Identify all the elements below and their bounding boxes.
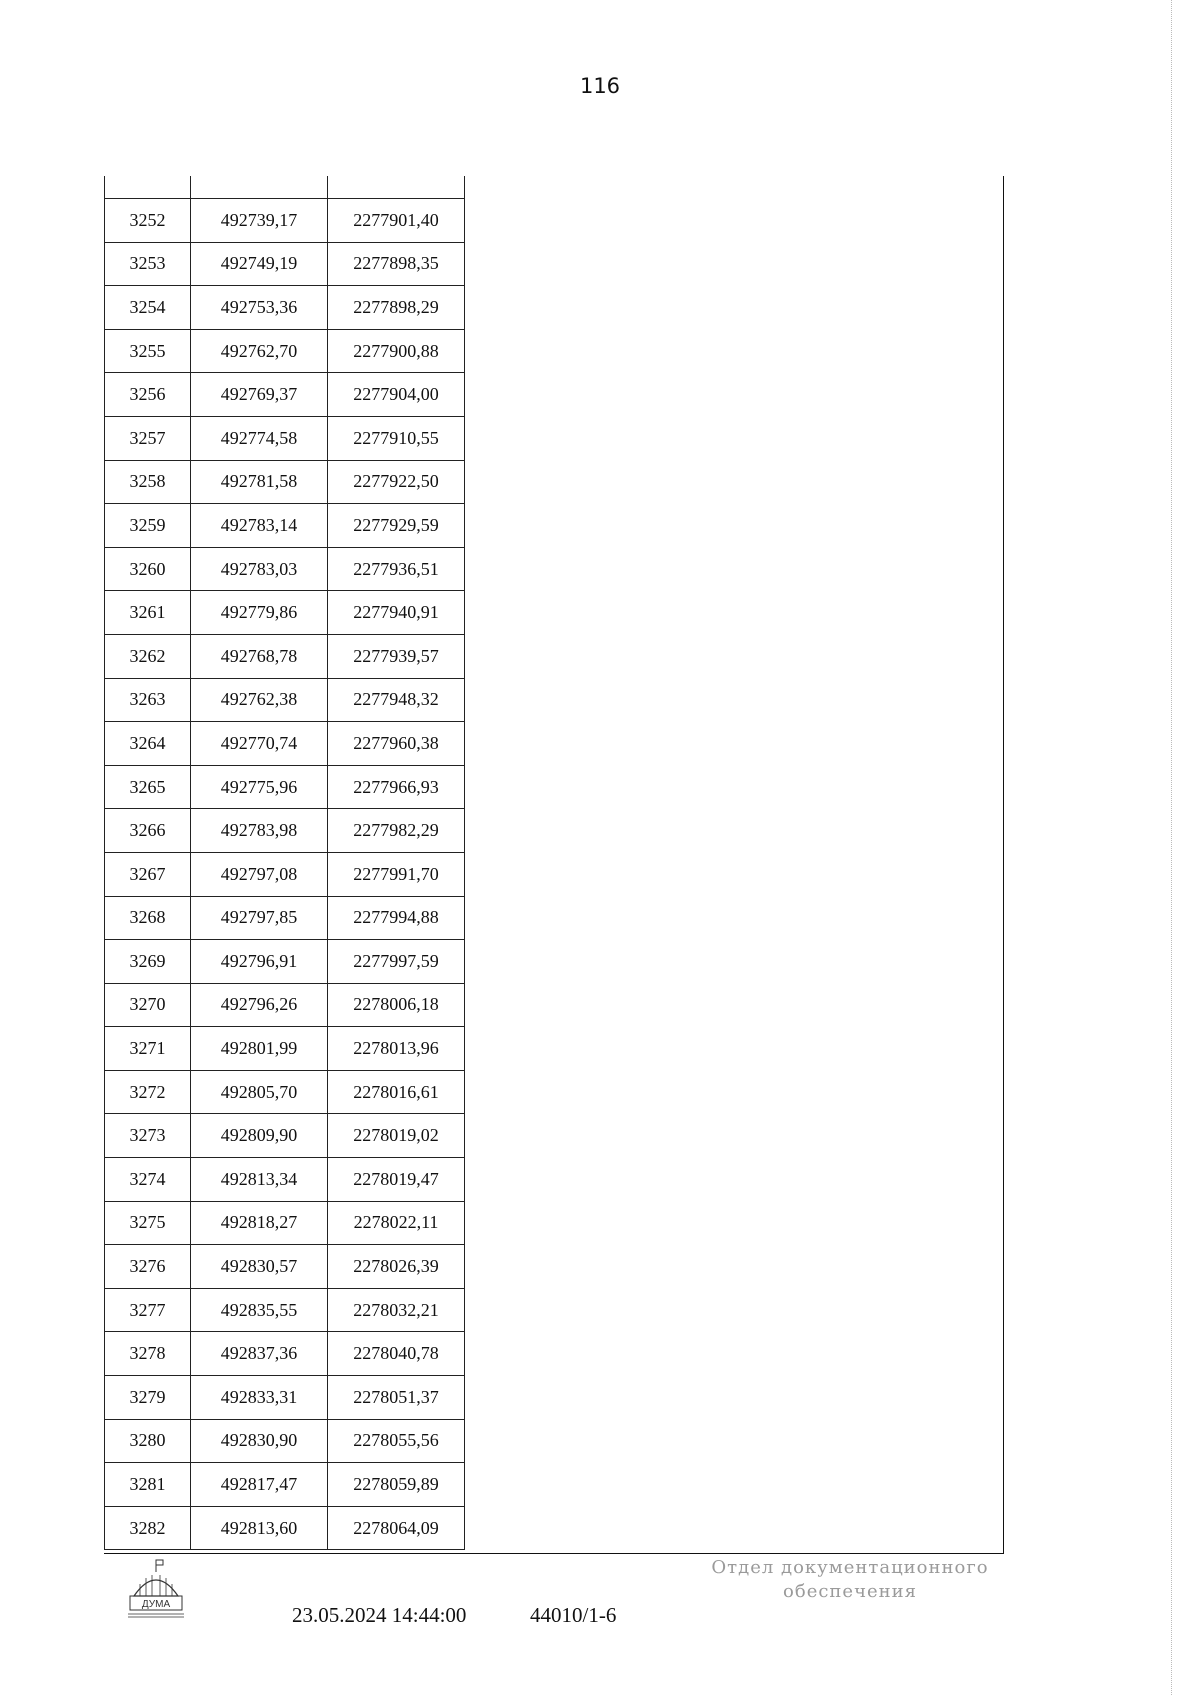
table-row [105, 1245, 465, 1289]
cell-y-coordinate: 2277966,93 [328, 765, 465, 809]
cell-point-number: 3272 [105, 1070, 191, 1114]
cell-point-number: 3277 [105, 1288, 191, 1332]
cell-point-number: 3253 [105, 242, 191, 286]
table-row [105, 1463, 465, 1507]
cell-y-coordinate: 2277929,59 [328, 504, 465, 548]
cell-x-coordinate: 492830,57 [191, 1245, 328, 1289]
cell-point-number: 3265 [105, 765, 191, 809]
cell-x-coordinate: 492833,31 [191, 1376, 328, 1420]
table-row [105, 1288, 465, 1332]
cell-point-number: 3259 [105, 504, 191, 548]
cell-point-number: 3256 [105, 373, 191, 417]
cell-y-coordinate: 2277960,38 [328, 722, 465, 766]
cell-x-coordinate: 492774,58 [191, 416, 328, 460]
cell-y-coordinate: 2278019,02 [328, 1114, 465, 1158]
footer-document-code: 44010/1-6 [530, 1603, 617, 1627]
cell-y-coordinate: 2278064,09 [328, 1506, 465, 1550]
cell-point-number: 3266 [105, 809, 191, 853]
cell-point-number: 3257 [105, 416, 191, 460]
svg-text:ДУМА: ДУМА [141, 1599, 171, 1610]
table-row [105, 1506, 465, 1550]
scan-edge-marks [1171, 0, 1196, 1695]
cell-y-coordinate: 2278019,47 [328, 1158, 465, 1202]
cell-point-number: 3280 [105, 1419, 191, 1463]
cell-y-coordinate: 2277982,29 [328, 809, 465, 853]
header-cell-y [328, 176, 465, 199]
coordinates-table [104, 176, 465, 1550]
table-row [105, 852, 465, 896]
cell-y-coordinate: 2278051,37 [328, 1376, 465, 1420]
table-row [105, 416, 465, 460]
cell-y-coordinate: 2277910,55 [328, 416, 465, 460]
table-row [105, 983, 465, 1027]
cell-point-number: 3276 [105, 1245, 191, 1289]
cell-point-number: 3267 [105, 852, 191, 896]
coordinates-table-area [104, 176, 1004, 1556]
cell-x-coordinate: 492801,99 [191, 1027, 328, 1071]
table-row [105, 1070, 465, 1114]
table-row [105, 809, 465, 853]
cell-point-number: 3278 [105, 1332, 191, 1376]
cell-x-coordinate: 492768,78 [191, 634, 328, 678]
cell-y-coordinate: 2278040,78 [328, 1332, 465, 1376]
table-row [105, 460, 465, 504]
cell-y-coordinate: 2277994,88 [328, 896, 465, 940]
cell-x-coordinate: 492762,38 [191, 678, 328, 722]
cell-y-coordinate: 2278059,89 [328, 1463, 465, 1507]
table-row [105, 1376, 465, 1420]
cell-x-coordinate: 492805,70 [191, 1070, 328, 1114]
table-row [105, 1201, 465, 1245]
table-row [105, 329, 465, 373]
cell-point-number: 3271 [105, 1027, 191, 1071]
cell-point-number: 3264 [105, 722, 191, 766]
table-row [105, 722, 465, 766]
table-row [105, 1027, 465, 1071]
cell-y-coordinate: 2278016,61 [328, 1070, 465, 1114]
cell-y-coordinate: 2277948,32 [328, 678, 465, 722]
cell-y-coordinate: 2277901,40 [328, 199, 465, 243]
cell-point-number: 3258 [105, 460, 191, 504]
cell-y-coordinate: 2278055,56 [328, 1419, 465, 1463]
cell-x-coordinate: 492739,17 [191, 199, 328, 243]
table-row [105, 242, 465, 286]
table-row [105, 199, 465, 243]
cell-point-number: 3254 [105, 286, 191, 330]
cell-x-coordinate: 492753,36 [191, 286, 328, 330]
cell-y-coordinate: 2278022,11 [328, 1201, 465, 1245]
table-header-stub [105, 176, 465, 199]
duma-logo-icon [126, 1558, 186, 1620]
table-row [105, 504, 465, 548]
page-number: 116 [579, 74, 621, 98]
cell-x-coordinate: 492779,86 [191, 591, 328, 635]
table-row [105, 591, 465, 635]
cell-y-coordinate: 2277991,70 [328, 852, 465, 896]
table-row [105, 286, 465, 330]
department-stamp [700, 1556, 1000, 1604]
cell-y-coordinate: 2277904,00 [328, 373, 465, 417]
table-row [105, 678, 465, 722]
table-row [105, 1158, 465, 1202]
cell-x-coordinate: 492837,36 [191, 1332, 328, 1376]
cell-y-coordinate: 2278032,21 [328, 1288, 465, 1332]
cell-x-coordinate: 492781,58 [191, 460, 328, 504]
cell-x-coordinate: 492770,74 [191, 722, 328, 766]
cell-point-number: 3268 [105, 896, 191, 940]
table-row [105, 896, 465, 940]
cell-x-coordinate: 492775,96 [191, 765, 328, 809]
cell-x-coordinate: 492813,60 [191, 1506, 328, 1550]
cell-x-coordinate: 492809,90 [191, 1114, 328, 1158]
table-row [105, 1419, 465, 1463]
table-row [105, 1114, 465, 1158]
cell-point-number: 3255 [105, 329, 191, 373]
table-row [105, 940, 465, 984]
cell-x-coordinate: 492796,91 [191, 940, 328, 984]
cell-point-number: 3275 [105, 1201, 191, 1245]
cell-point-number: 3263 [105, 678, 191, 722]
cell-x-coordinate: 492797,85 [191, 896, 328, 940]
cell-point-number: 3261 [105, 591, 191, 635]
cell-x-coordinate: 492783,03 [191, 547, 328, 591]
footer-date: 23.05.2024 14:44:00 [292, 1603, 467, 1627]
cell-x-coordinate: 492817,47 [191, 1463, 328, 1507]
cell-y-coordinate: 2277940,91 [328, 591, 465, 635]
table-row [105, 373, 465, 417]
cell-point-number: 3279 [105, 1376, 191, 1420]
stamp-line-1: Отдел документационного [711, 1557, 989, 1578]
cell-x-coordinate: 492813,34 [191, 1158, 328, 1202]
cell-x-coordinate: 492769,37 [191, 373, 328, 417]
cell-x-coordinate: 492762,70 [191, 329, 328, 373]
cell-y-coordinate: 2277898,35 [328, 242, 465, 286]
cell-point-number: 3270 [105, 983, 191, 1027]
stamp-line-2: обеспечения [783, 1581, 917, 1602]
cell-point-number: 3252 [105, 199, 191, 243]
cell-point-number: 3262 [105, 634, 191, 678]
header-cell-x [191, 176, 328, 199]
cell-point-number: 3282 [105, 1506, 191, 1550]
cell-y-coordinate: 2278026,39 [328, 1245, 465, 1289]
cell-point-number: 3274 [105, 1158, 191, 1202]
cell-x-coordinate: 492797,08 [191, 852, 328, 896]
cell-y-coordinate: 2277936,51 [328, 547, 465, 591]
cell-y-coordinate: 2278006,18 [328, 983, 465, 1027]
cell-point-number: 3260 [105, 547, 191, 591]
cell-y-coordinate: 2277939,57 [328, 634, 465, 678]
cell-x-coordinate: 492796,26 [191, 983, 328, 1027]
cell-y-coordinate: 2277997,59 [328, 940, 465, 984]
cell-point-number: 3273 [105, 1114, 191, 1158]
cell-x-coordinate: 492783,14 [191, 504, 328, 548]
cell-x-coordinate: 492830,90 [191, 1419, 328, 1463]
table-row [105, 547, 465, 591]
table-row [105, 765, 465, 809]
cell-point-number: 3281 [105, 1463, 191, 1507]
cell-y-coordinate: 2277922,50 [328, 460, 465, 504]
cell-x-coordinate: 492749,19 [191, 242, 328, 286]
table-row [105, 634, 465, 678]
cell-point-number: 3269 [105, 940, 191, 984]
cell-x-coordinate: 492818,27 [191, 1201, 328, 1245]
cell-x-coordinate: 492783,98 [191, 809, 328, 853]
table-row [105, 1332, 465, 1376]
cell-y-coordinate: 2277898,29 [328, 286, 465, 330]
cell-y-coordinate: 2277900,88 [328, 329, 465, 373]
header-cell-num [105, 176, 191, 199]
cell-y-coordinate: 2278013,96 [328, 1027, 465, 1071]
cell-x-coordinate: 492835,55 [191, 1288, 328, 1332]
